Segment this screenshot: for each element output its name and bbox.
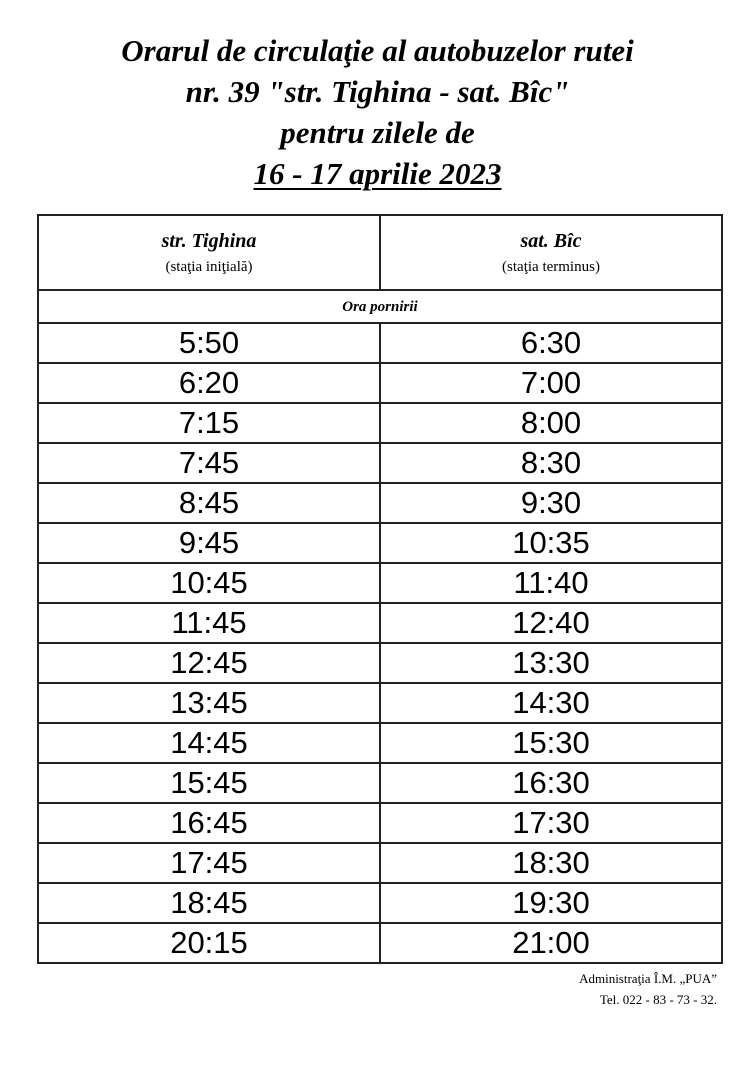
departure-time-label: Ora pornirii: [38, 290, 722, 323]
departure-time-start: 7:45: [38, 443, 380, 483]
table-row: [38, 523, 722, 563]
departure-time-start: 7:15: [38, 403, 380, 443]
table-row: [38, 643, 722, 683]
start-station-name: str. Tighina: [161, 229, 257, 252]
table-row: [38, 723, 722, 763]
footer: [579, 968, 717, 1010]
departure-time-start: 17:45: [38, 843, 380, 883]
departure-time-start: 18:45: [38, 883, 380, 923]
departure-time-end: 15:30: [380, 723, 722, 763]
departure-time-start: 15:45: [38, 763, 380, 803]
table-row: [38, 923, 722, 963]
column-header-start: [38, 215, 380, 290]
departure-time-end: 9:30: [380, 483, 722, 523]
departure-time-end: 12:40: [380, 603, 722, 643]
table-row: [38, 443, 722, 483]
title-line-3: pentru zilele de: [280, 115, 475, 150]
departure-time-end: 8:00: [380, 403, 722, 443]
departure-time-end: 10:35: [380, 523, 722, 563]
departure-time-start: 16:45: [38, 803, 380, 843]
table-row: [38, 803, 722, 843]
table-row: [38, 883, 722, 923]
table-row: [38, 323, 722, 363]
schedule-table: [37, 214, 723, 964]
departure-time-end: 19:30: [380, 883, 722, 923]
departure-time-start: 5:50: [38, 323, 380, 363]
departure-time-end: 11:40: [380, 563, 722, 603]
departure-time-start: 11:45: [38, 603, 380, 643]
departure-time-start: 12:45: [38, 643, 380, 683]
end-station-subtitle: (staţia terminus): [502, 258, 600, 275]
departure-time-start: 9:45: [38, 523, 380, 563]
table-row: [38, 763, 722, 803]
departure-time-end: 6:30: [380, 323, 722, 363]
table-row: [38, 403, 722, 443]
departure-time-end: 16:30: [380, 763, 722, 803]
end-station-name: sat. Bîc: [520, 229, 582, 252]
departure-time-end: 17:30: [380, 803, 722, 843]
table-row: [38, 563, 722, 603]
departure-time-start: 13:45: [38, 683, 380, 723]
departure-time-end: 14:30: [380, 683, 722, 723]
title-date: 16 - 17 aprilie 2023: [253, 156, 502, 191]
departure-time-start: 20:15: [38, 923, 380, 963]
table-row: [38, 483, 722, 523]
header-row: [38, 215, 722, 290]
table-row: [38, 603, 722, 643]
subheader-row: [38, 290, 722, 323]
table-row: [38, 363, 722, 403]
departure-time-start: 10:45: [38, 563, 380, 603]
start-station-subtitle: (staţia iniţială): [165, 258, 253, 275]
footer-admin: Administraţia Î.M. „PUA”: [579, 971, 717, 986]
title-line-1: Orarul de circulaţie al autobuzelor rutei: [121, 33, 634, 68]
title-line-2: nr. 39 "str. Tighina - sat. Bîc": [185, 74, 570, 109]
departure-time-end: 7:00: [380, 363, 722, 403]
departure-time-end: 21:00: [380, 923, 722, 963]
footer-phone: Tel. 022 - 83 - 73 - 32.: [599, 992, 717, 1007]
table-row: [38, 683, 722, 723]
departure-time-end: 13:30: [380, 643, 722, 683]
document-title: [0, 30, 755, 194]
column-header-end: [380, 215, 722, 290]
departure-time-end: 8:30: [380, 443, 722, 483]
departure-time-start: 6:20: [38, 363, 380, 403]
departure-time-start: 14:45: [38, 723, 380, 763]
table-row: [38, 843, 722, 883]
departure-time-end: 18:30: [380, 843, 722, 883]
departure-time-start: 8:45: [38, 483, 380, 523]
